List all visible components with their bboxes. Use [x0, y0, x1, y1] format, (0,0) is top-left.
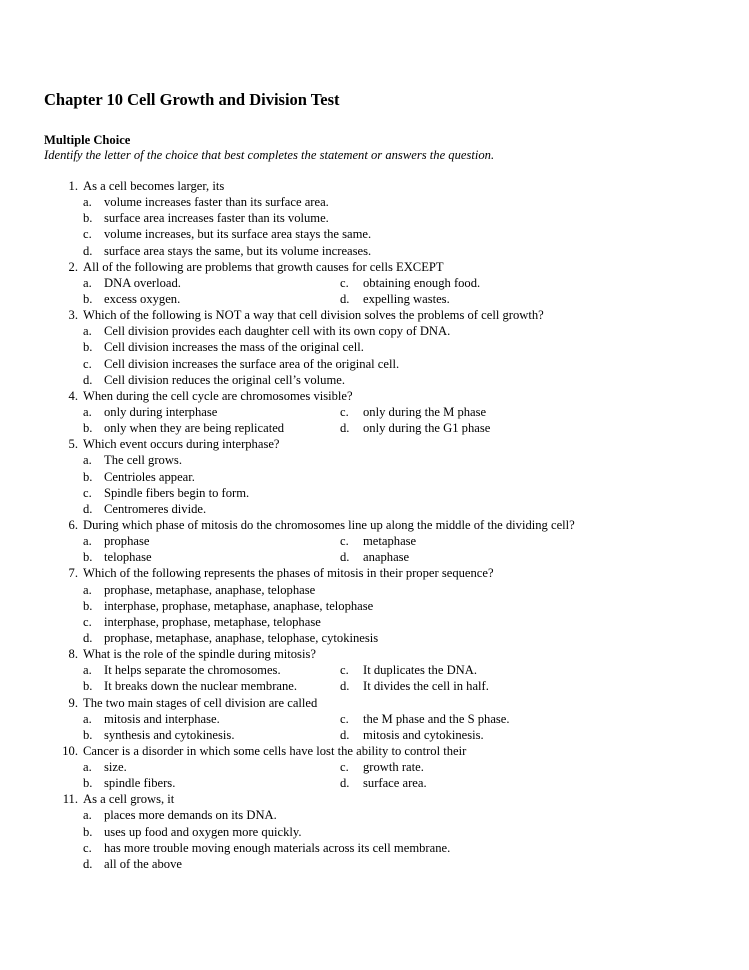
choice-letter: d. — [340, 291, 350, 306]
question-item — [44, 565, 734, 646]
choice-text: expelling wastes. — [363, 291, 450, 306]
choice-text: excess oxygen. — [104, 291, 181, 306]
question-stem: Cancer is a disorder in which some cells have lost the ability to control their — [83, 743, 467, 758]
choice-letter: a. — [83, 195, 92, 210]
choice-text: all of the above — [104, 856, 182, 871]
choice-row — [44, 243, 734, 259]
choice-row — [44, 678, 734, 694]
choice-letter: a. — [83, 324, 92, 339]
choice-letter: b. — [83, 824, 93, 839]
choice-letter: d. — [340, 776, 350, 791]
question-stem-row — [44, 436, 734, 452]
choice-row — [44, 291, 734, 307]
choice-letter: b. — [83, 727, 93, 742]
choice-row — [44, 452, 734, 468]
choice-letter: c. — [340, 760, 349, 775]
choice-letter: d. — [340, 727, 350, 742]
choice-letter: c. — [83, 356, 92, 371]
choice-text: prophase, metaphase, anaphase, telophase — [104, 582, 316, 597]
question-stem-row — [44, 178, 734, 194]
choice-text: It breaks down the nuclear membrane. — [104, 679, 298, 694]
choice-row — [44, 549, 734, 565]
question-number: 2. — [68, 259, 78, 274]
choice-text: mitosis and interphase. — [104, 711, 220, 726]
choice-text: Cell division provides each daughter cell with its own copy of DNA. — [104, 324, 451, 339]
choice-text: only during interphase — [104, 404, 218, 419]
choice-row — [44, 372, 734, 388]
choice-text: prophase, metaphase, anaphase, telophase, cytokinesis — [104, 630, 379, 645]
choice-letter: c. — [340, 711, 349, 726]
choice-letter: d. — [340, 550, 350, 565]
choice-row — [44, 323, 734, 339]
choice-row — [44, 630, 734, 646]
choice-letter: b. — [83, 550, 93, 565]
choice-text: prophase — [104, 534, 150, 549]
choice-row — [44, 856, 734, 872]
choice-text: volume increases, but its surface area stays the same. — [104, 227, 372, 242]
question-number: 4. — [68, 388, 78, 403]
choice-row — [44, 711, 734, 727]
choice-text: interphase, prophase, metaphase, telophase — [104, 614, 321, 629]
choice-letter: b. — [83, 679, 93, 694]
choice-letter: d. — [83, 856, 93, 871]
question-stem: The two main stages of cell division are called — [83, 695, 318, 710]
choice-text: Cell division increases the surface area of the original cell. — [104, 356, 400, 371]
choice-row — [44, 420, 734, 436]
choice-row — [44, 194, 734, 210]
choice-text: telophase — [104, 550, 152, 565]
choice-row — [44, 501, 734, 517]
question-number: 6. — [68, 517, 78, 532]
question-number: 5. — [68, 437, 78, 452]
choice-text: only during the M phase — [363, 404, 487, 419]
question-stem-row — [44, 388, 734, 404]
choice-text: spindle fibers. — [104, 776, 176, 791]
choice-text: volume increases faster than its surface area. — [104, 195, 329, 210]
question-stem: Which of the following represents the phases of mitosis in their proper sequence? — [83, 566, 494, 581]
choice-text: Cell division increases the mass of the original cell. — [104, 340, 364, 355]
choice-row — [44, 759, 734, 775]
choice-letter: d. — [83, 372, 93, 387]
choice-letter: a. — [83, 453, 92, 468]
question-stem-row — [44, 565, 734, 581]
choice-letter: b. — [83, 211, 93, 226]
question-stem: As a cell grows, it — [83, 792, 175, 807]
choice-row — [44, 275, 734, 291]
choice-row — [44, 807, 734, 823]
choice-row — [44, 226, 734, 242]
choice-text: Centromeres divide. — [104, 501, 207, 516]
choice-row — [44, 404, 734, 420]
choice-text: only during the G1 phase — [363, 421, 491, 436]
question-stem-row — [44, 791, 734, 807]
choice-letter: b. — [83, 291, 93, 306]
choice-letter: c. — [83, 227, 92, 242]
choice-letter: c. — [83, 614, 92, 629]
question-item — [44, 791, 734, 872]
question-stem: During which phase of mitosis do the chromosomes line up along the middle of the dividing cell? — [83, 517, 575, 532]
choice-text: DNA overload. — [104, 275, 181, 290]
question-item — [44, 259, 734, 307]
choice-letter: b. — [83, 421, 93, 436]
choice-row — [44, 469, 734, 485]
question-stem: Which event occurs during interphase? — [83, 437, 280, 452]
choice-text: Centrioles appear. — [104, 469, 195, 484]
choice-text: the M phase and the S phase. — [363, 711, 510, 726]
instructions: Identify the letter of the choice that best completes the statement or answers the question. — [44, 148, 495, 162]
choice-letter: a. — [83, 534, 92, 549]
choice-letter: c. — [340, 275, 349, 290]
choice-text: size. — [104, 760, 127, 775]
choice-letter: c. — [83, 840, 92, 855]
choice-letter: d. — [83, 501, 93, 516]
question-list — [44, 178, 734, 872]
choice-letter: a. — [83, 404, 92, 419]
choice-row — [44, 662, 734, 678]
question-stem: Which of the following is NOT a way that cell division solves the problems of cell growth? — [83, 308, 544, 323]
question-stem: What is the role of the spindle during mitosis? — [83, 647, 316, 662]
question-stem: When during the cell cycle are chromosomes visible? — [83, 388, 353, 403]
choice-row — [44, 339, 734, 355]
question-number: 1. — [68, 179, 78, 193]
question-number: 8. — [68, 647, 78, 662]
choice-letter: b. — [83, 469, 93, 484]
question-number: 7. — [68, 566, 78, 581]
choice-letter: c. — [340, 404, 349, 419]
choice-text: The cell grows. — [104, 453, 182, 468]
choice-row — [44, 614, 734, 630]
choice-row — [44, 485, 734, 501]
choice-text: interphase, prophase, metaphase, anaphase, telophase — [104, 598, 374, 613]
choice-text: surface area. — [363, 776, 427, 791]
choice-text: only when they are being replicated — [104, 421, 285, 436]
question-stem-row — [44, 307, 734, 323]
choice-text: anaphase — [363, 550, 410, 565]
choice-letter: a. — [83, 808, 92, 823]
question-stem-row — [44, 646, 734, 662]
question-item — [44, 646, 734, 694]
question-number: 3. — [68, 308, 78, 323]
choice-letter: d. — [83, 630, 93, 645]
choice-letter: d. — [340, 679, 350, 694]
question-item — [44, 307, 734, 388]
choice-letter: b. — [83, 598, 93, 613]
choice-text: growth rate. — [363, 760, 424, 775]
choice-letter: d. — [340, 421, 350, 436]
choice-text: Spindle fibers begin to form. — [104, 485, 250, 500]
choice-row — [44, 727, 734, 743]
choice-text: It duplicates the DNA. — [363, 663, 478, 678]
choice-text: places more demands on its DNA. — [104, 808, 277, 823]
question-item — [44, 517, 734, 565]
choice-row — [44, 356, 734, 372]
question-number: 11. — [62, 792, 78, 807]
choice-letter: c. — [340, 534, 349, 549]
section-heading: Multiple Choice — [44, 133, 131, 147]
question-stem-row — [44, 743, 734, 759]
choice-text: surface area stays the same, but its volume increases. — [104, 243, 372, 258]
choice-letter: b. — [83, 776, 93, 791]
question-item — [44, 388, 734, 436]
choice-letter: c. — [83, 485, 92, 500]
choice-row — [44, 598, 734, 614]
question-item — [44, 436, 734, 517]
choice-text: metaphase — [363, 534, 417, 549]
choice-row — [44, 210, 734, 226]
choice-letter: d. — [83, 243, 93, 258]
choice-letter: a. — [83, 760, 92, 775]
choice-row — [44, 840, 734, 856]
choice-text: has more trouble moving enough materials across its cell membrane. — [104, 840, 451, 855]
choice-text: Cell division reduces the original cell’s volume. — [104, 372, 345, 387]
choice-text: obtaining enough food. — [363, 275, 481, 290]
question-stem-row — [44, 517, 734, 533]
choice-text: mitosis and cytokinesis. — [363, 727, 484, 742]
choice-letter: c. — [340, 663, 349, 678]
choice-text: It helps separate the chromosomes. — [104, 663, 281, 678]
question-item — [44, 743, 734, 791]
choice-row — [44, 775, 734, 791]
choice-text: uses up food and oxygen more quickly. — [104, 824, 302, 839]
choice-letter: b. — [83, 340, 93, 355]
question-stem: As a cell becomes larger, its — [83, 179, 225, 193]
question-item — [44, 695, 734, 743]
question-item — [44, 178, 734, 259]
question-number: 10. — [62, 743, 78, 758]
choice-text: synthesis and cytokinesis. — [104, 727, 235, 742]
choice-row — [44, 533, 734, 549]
choice-letter: a. — [83, 275, 92, 290]
choice-row — [44, 582, 734, 598]
question-stem: All of the following are problems that growth causes for cells EXCEPT — [83, 259, 444, 274]
question-number: 9. — [68, 695, 78, 710]
question-stem-row — [44, 259, 734, 275]
question-stem-row — [44, 695, 734, 711]
choice-text: surface area increases faster than its volume. — [104, 211, 329, 226]
choice-row — [44, 824, 734, 840]
choice-letter: a. — [83, 663, 92, 678]
choice-letter: a. — [83, 582, 92, 597]
choice-letter: a. — [83, 711, 92, 726]
page-title: Chapter 10 Cell Growth and Division Test — [44, 90, 340, 109]
choice-text: It divides the cell in half. — [363, 679, 489, 694]
